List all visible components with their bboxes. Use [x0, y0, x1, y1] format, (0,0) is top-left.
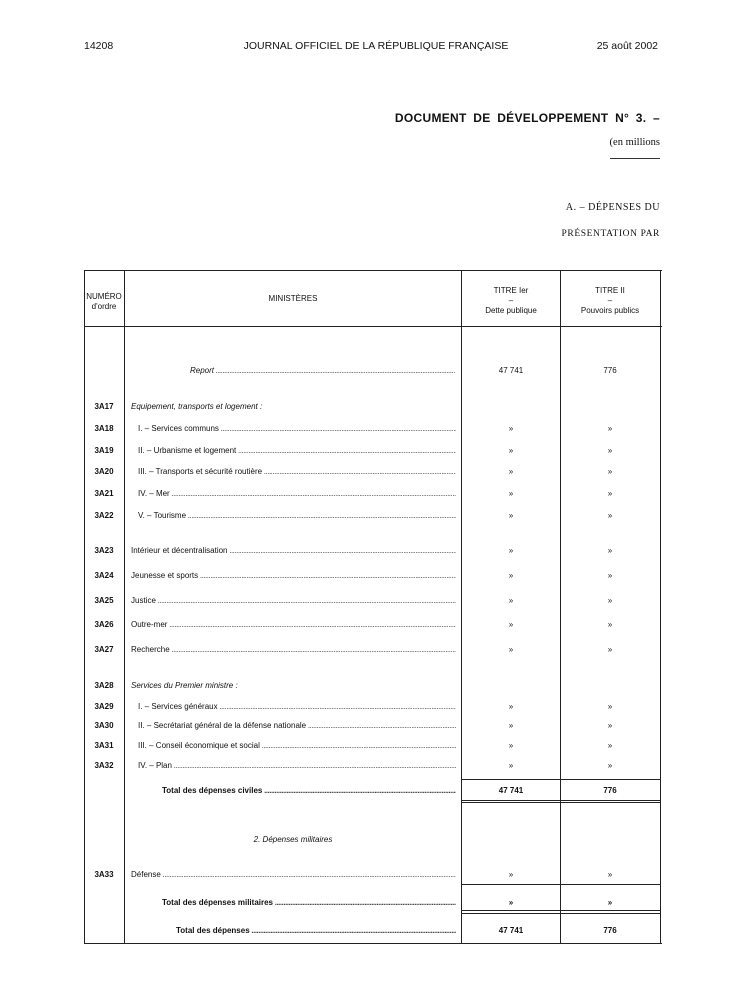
row-t1: »	[508, 489, 514, 498]
total-civiles-top-rule	[461, 779, 661, 780]
row-t2: »	[607, 467, 613, 476]
row-t1: »	[508, 870, 514, 879]
table-top-border	[84, 270, 662, 271]
row-t1: »	[508, 511, 514, 520]
row-label: Outre-mer .....	[131, 620, 456, 629]
col-header-titre2-line3: Pouvoirs publics	[580, 306, 640, 315]
row-num: 3A18	[94, 424, 114, 433]
row-num: 3A31	[94, 741, 114, 750]
total-militaires-t2: »	[607, 898, 613, 907]
row-label: Services du Premier ministre :	[131, 681, 238, 690]
row-label: Intérieur et décentralisation .....	[131, 546, 456, 555]
row-t2: »	[607, 645, 613, 654]
row-num: 3A28	[94, 681, 114, 690]
total-militaires-t1: »	[508, 898, 514, 907]
row-label: IV. – Plan .....	[138, 761, 456, 770]
row-num: 3A24	[94, 571, 114, 580]
row-t2: »	[607, 761, 613, 770]
total-militaires-double-rule	[461, 913, 661, 914]
row-label: V. – Tourisme .....	[138, 511, 456, 520]
row-t2: »	[607, 721, 613, 730]
col-header-ministeres: MINISTÈRES	[268, 294, 318, 303]
row-t1: »	[508, 645, 514, 654]
row-t1: »	[508, 446, 514, 455]
total-militaires-top-rule	[461, 884, 661, 885]
militaires-heading: 2. Dépenses militaires	[253, 835, 333, 844]
row-label: Jeunesse et sports .....	[131, 571, 456, 580]
row-t1: »	[508, 424, 514, 433]
row-t2: »	[607, 870, 613, 879]
row-num: 3A30	[94, 721, 114, 730]
col-header-titre2-line1: TITRE II	[595, 286, 625, 295]
row-t1: »	[508, 467, 514, 476]
total-civiles-bottom-rule	[461, 800, 661, 801]
row-label: II. – Secrétariat général de la défense nationale .....	[138, 721, 456, 730]
row-num: 3A20	[94, 467, 114, 476]
total-civiles-t1: 47 741	[498, 786, 524, 795]
row-num: 3A25	[94, 596, 114, 605]
title-rule	[610, 158, 660, 159]
row-num: 3A19	[94, 446, 114, 455]
row-t2: »	[607, 511, 613, 520]
row-label: III. – Conseil économique et social .....	[138, 741, 456, 750]
row-num: 3A23	[94, 546, 114, 555]
row-t2: »	[607, 424, 613, 433]
document-subtitle: (en millions	[609, 137, 660, 148]
row-t1: »	[508, 702, 514, 711]
row-num: 3A29	[94, 702, 114, 711]
row-t2: »	[607, 446, 613, 455]
table-left-border	[84, 270, 85, 944]
col-header-titre1-line1: TITRE Ier	[493, 286, 529, 295]
row-t2: »	[607, 489, 613, 498]
document-title: DOCUMENT DE DÉVELOPPEMENT N° 3. –	[394, 111, 660, 125]
row-label: Recherche .....	[131, 645, 456, 654]
journal-title: JOURNAL OFFICIEL DE LA RÉPUBLIQUE FRANÇAISE	[243, 40, 509, 52]
row-label: III. – Transports et sécurité routière .....	[138, 467, 456, 476]
page-number: 14208	[84, 40, 114, 52]
row-t2: »	[607, 741, 613, 750]
row-t1: »	[508, 620, 514, 629]
report-t1: 47 741	[498, 366, 524, 375]
row-t2: »	[607, 702, 613, 711]
row-t2: »	[607, 571, 613, 580]
total-t2: 776	[603, 926, 617, 935]
row-t1: »	[508, 761, 514, 770]
issue-date: 25 août 2002	[596, 40, 658, 52]
col-divider-right	[660, 270, 661, 944]
total-civiles-label: Total des dépenses civiles .....	[162, 786, 456, 795]
row-t2: »	[607, 546, 613, 555]
report-t2: 776	[603, 366, 617, 375]
row-label: Equipement, transports et logement :	[131, 402, 263, 411]
row-num: 3A27	[94, 645, 114, 654]
total-militaires-bottom-rule	[461, 910, 661, 911]
presentation-heading: PRÉSENTATION PAR	[561, 229, 660, 239]
row-num: 3A22	[94, 511, 114, 520]
row-num: 3A26	[94, 620, 114, 629]
col-header-titre2	[561, 286, 659, 316]
row-num: 3A32	[94, 761, 114, 770]
row-t2: »	[607, 620, 613, 629]
col-header-titre1-line3: Dette publique	[485, 306, 537, 315]
table-header-bottom-border	[84, 326, 662, 327]
row-label: Justice .....	[131, 596, 456, 605]
col-header-titre1-line2: –	[508, 296, 514, 305]
total-label: Total des dépenses .....	[176, 926, 456, 935]
row-t1: »	[508, 741, 514, 750]
col-header-num: NUMÉRO d'ordre	[86, 292, 122, 311]
row-label: I. – Services généraux .....	[138, 702, 456, 711]
col-header-titre1	[462, 286, 560, 316]
row-num: 3A17	[94, 402, 114, 411]
row-t1: »	[508, 596, 514, 605]
row-t2: »	[607, 596, 613, 605]
total-civiles-double-rule	[461, 802, 661, 803]
row-num: 3A33	[94, 870, 114, 879]
total-civiles-t2: 776	[603, 786, 617, 795]
row-t1: »	[508, 721, 514, 730]
row-t1: »	[508, 546, 514, 555]
col-header-titre2-line2: –	[607, 296, 613, 305]
total-t1: 47 741	[498, 926, 524, 935]
table-bottom-border	[84, 943, 662, 944]
row-label: IV. – Mer .....	[138, 489, 456, 498]
row-num: 3A21	[94, 489, 114, 498]
row-t1: »	[508, 571, 514, 580]
total-militaires-label: Total des dépenses militaires .....	[162, 898, 456, 907]
section-heading: A. – DÉPENSES DU	[565, 202, 660, 213]
report-label: Report .....	[190, 366, 455, 375]
row-label: I. – Services communs .....	[138, 424, 456, 433]
row-label: II. – Urbanisme et logement .....	[138, 446, 456, 455]
row-label: Défense .....	[131, 870, 456, 879]
